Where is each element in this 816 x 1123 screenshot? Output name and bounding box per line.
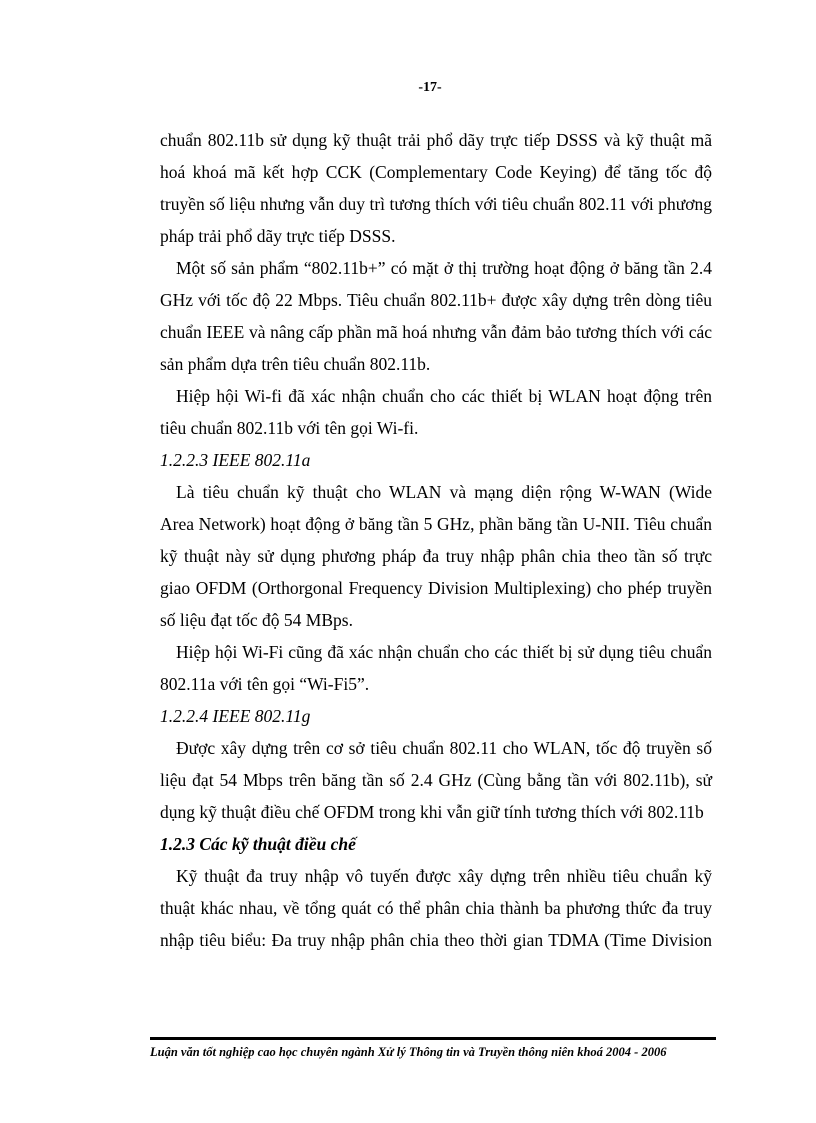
text-line: thuật khác nhau, về tổng quát có thể phân chia thành ba phương thức đa truy [160, 898, 712, 918]
text-line: dụng kỹ thuật điều chế OFDM trong khi vẫn giữ tính tương thích với 802.11b [160, 802, 704, 822]
section-heading-802-11a: 1.2.2.3 IEEE 802.11a [160, 450, 311, 470]
text-line: chuẩn 802.11b sử dụng kỹ thuật trải phổ dãy trực tiếp DSSS và kỹ thuật mã [160, 130, 712, 150]
text-line: liệu đạt 54 Mbps trên băng tần số 2.4 GHz (Cùng bằng tần với 802.11b), sử [160, 770, 712, 790]
text-line: hoá khoá mã kết hợp CCK (Complementary Code Keying) để tăng tốc độ [160, 162, 712, 182]
text-line: Một số sản phẩm “802.11b+” có mặt ở thị trường hoạt động ở băng tần 2.4 [176, 258, 712, 278]
text-line: truyền số liệu nhưng vẫn duy trì tương thích với tiêu chuẩn 802.11 với phương [160, 194, 712, 214]
page-number: -17- [418, 80, 442, 95]
text-line: Area Network) hoạt động ở băng tần 5 GHz, phần băng tần U-NII. Tiêu chuẩn [160, 514, 712, 534]
text-line: Được xây dựng trên cơ sở tiêu chuẩn 802.11 cho WLAN, tốc độ truyền số [176, 738, 712, 758]
text-line: GHz với tốc độ 22 Mbps. Tiêu chuẩn 802.11b+ được xây dựng trên dòng tiêu [160, 290, 712, 310]
text-line: Kỹ thuật đa truy nhập vô tuyến được xây dựng trên nhiều tiêu chuẩn kỹ [176, 866, 712, 886]
paragraph-802-11b-plus [160, 252, 712, 380]
text-line: 802.11a với tên gọi “Wi-Fi5”. [160, 674, 370, 694]
page-content [160, 124, 712, 956]
section-heading-modulation: 1.2.3 Các kỹ thuật điều chế [160, 834, 356, 854]
footer-rule [150, 1037, 716, 1040]
text-line: chuẩn IEEE và nâng cấp phần mã hoá nhưng vẫn đảm bảo tương thích với các [160, 322, 712, 342]
paragraph-multiple-access [160, 860, 712, 956]
text-line: Hiệp hội Wi-fi đã xác nhận chuẩn cho các thiết bị WLAN hoạt động trên [176, 386, 712, 406]
text-line: giao OFDM (Orthorgonal Frequency Division Multiplexing) cho phép truyền [160, 578, 712, 598]
paragraph-802-11g [160, 732, 712, 828]
text-line: kỹ thuật này sử dụng phương pháp đa truy nhập phân chia theo tần số trực [160, 546, 712, 566]
paragraph-802-11b-dsss [160, 124, 712, 252]
paragraph-802-11a [160, 476, 712, 636]
footer-text: Luận văn tốt nghiệp cao học chuyên ngành Xử lý Thông tin và Truyền thông niên khoá 2004 - 2006 [150, 1045, 667, 1059]
text-line: số liệu đạt tốc độ 54 MBps. [160, 610, 353, 630]
text-line: pháp trải phổ dãy trực tiếp DSSS. [160, 226, 396, 246]
text-line: Là tiêu chuẩn kỹ thuật cho WLAN và mạng diện rộng W-WAN (Wide [176, 482, 712, 502]
text-line: tiêu chuẩn 802.11b với tên gọi Wi-fi. [160, 418, 419, 438]
text-line: nhập tiêu biểu: Đa truy nhập phân chia theo thời gian TDMA (Time Division [160, 930, 712, 950]
text-line: Hiệp hội Wi-Fi cũng đã xác nhận chuẩn cho các thiết bị sử dụng tiêu chuẩn [176, 642, 712, 662]
section-heading-802-11g: 1.2.2.4 IEEE 802.11g [160, 706, 311, 726]
paragraph-wifi-alliance-b [160, 380, 712, 444]
text-line: sản phẩm dựa trên tiêu chuẩn 802.11b. [160, 354, 431, 374]
paragraph-wifi-alliance-a [160, 636, 712, 700]
